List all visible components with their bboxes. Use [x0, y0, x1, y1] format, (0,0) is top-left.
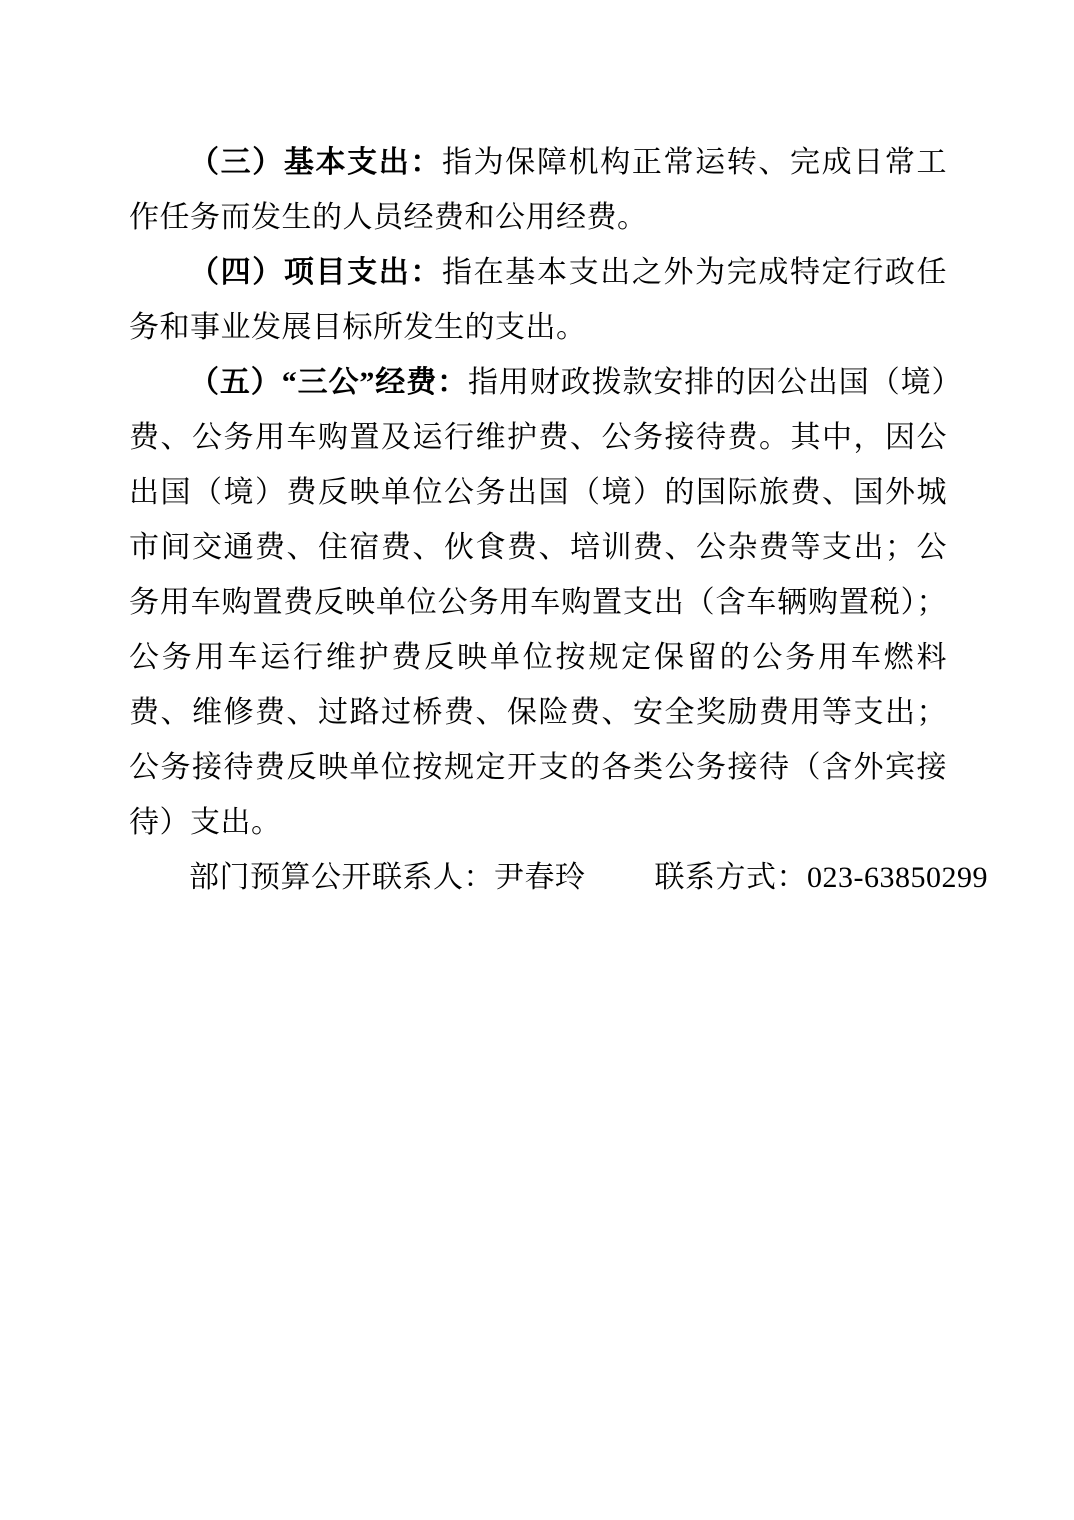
paragraph-basic-expenditure: [129, 135, 947, 245]
paragraph-lead: （三）基本支出：: [189, 146, 443, 179]
paragraph-body: 指在基本支出之外为完成特定行政任务和事业发展目标所发生的支出。: [129, 256, 948, 344]
contact-name: 尹春玲: [494, 861, 586, 894]
paragraph-project-expenditure: [129, 245, 947, 355]
paragraph-body: 指用财政拨款安排的因公出国（境）费、公务用车购置及运行维护费、公务接待费。其中，因公出国（境）费反映单位公务出国（境）的国际旅费、国外城市间交通费、住宿费、伙食费、培训费、公杂费等支出；公务用车购置费反映单位公务用车购置支出（含车辆购置税）；公务用车运行维护费反映单位按规定保留的公务用车燃料费、维修费、过路过桥费、保险费、安全奖励费用等支出；公务接待费反映单位按规定开支的各类公务接待（含外宾接待）支出。: [129, 366, 947, 839]
contact-method-label: 联系方式：: [654, 861, 807, 894]
paragraph-lead: （五）“三公”经费：: [189, 366, 468, 399]
contact-label: 部门预算公开联系人：: [189, 861, 494, 894]
paragraph-lead: （四）项目支出：: [189, 256, 443, 289]
contact-phone: 023-63850299: [807, 861, 988, 894]
paragraph-body: 指为保障机构正常运转、完成日常工作任务而发生的人员经费和公用经费。: [129, 146, 948, 234]
document-page: [129, 135, 988, 905]
paragraph-three-public-funds: [129, 355, 947, 850]
contact-line: [129, 850, 988, 905]
